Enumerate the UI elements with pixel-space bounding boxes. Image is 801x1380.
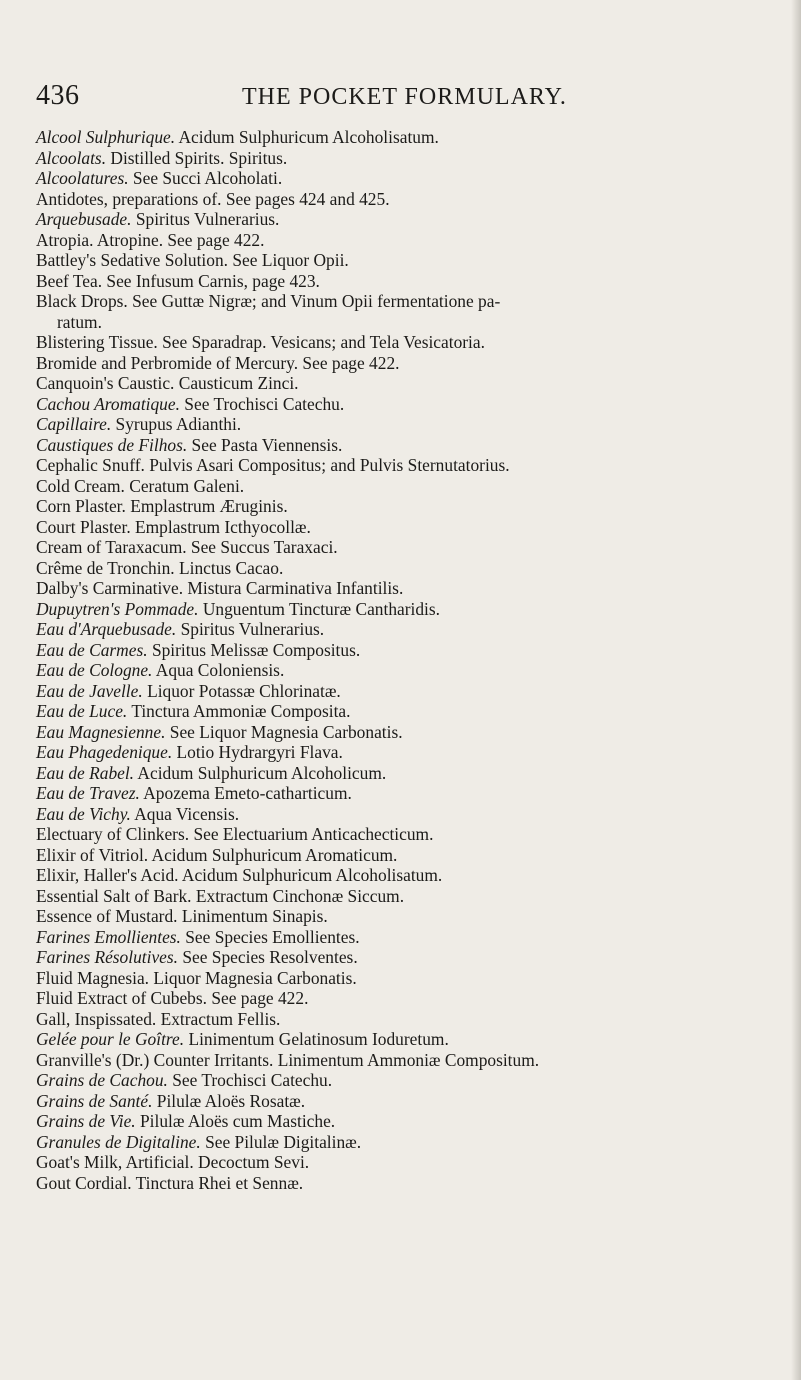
formulary-entry bbox=[36, 640, 772, 661]
page-edge-shadow bbox=[791, 0, 801, 1380]
entry-term: Alcoolats. bbox=[36, 147, 107, 168]
formulary-entry bbox=[36, 148, 772, 169]
entry-term: Eau Magnesienne. bbox=[36, 721, 166, 742]
entry-definition: Linimentum Sinapis. bbox=[177, 906, 328, 926]
entry-definition: Mistura Carminativa Infantilis. bbox=[183, 578, 404, 598]
entry-definition: Emplastrum Icthyocollæ. bbox=[130, 516, 311, 537]
entry-definition: Pilulæ Aloës cum Mastiche. bbox=[135, 1111, 336, 1131]
entry-definition: See Pasta Viennensis. bbox=[187, 434, 343, 455]
entry-term: Eau de Rabel. bbox=[36, 762, 135, 783]
formulary-entry bbox=[36, 332, 772, 353]
entry-term: Eau Phagedenique. bbox=[36, 742, 173, 762]
formulary-entry bbox=[36, 599, 772, 620]
entry-continuation-line bbox=[36, 312, 772, 333]
formulary-entry bbox=[36, 701, 772, 722]
formulary-entry bbox=[36, 906, 772, 927]
page-header bbox=[36, 78, 772, 114]
entry-definition: Acidum Sulphuricum Alcoholicum. bbox=[134, 762, 387, 783]
entry-term: Eau d'Arquebusade. bbox=[36, 619, 177, 639]
running-title: THE POCKET FORMULARY. bbox=[242, 84, 567, 110]
entry-term: Gout Cordial. bbox=[36, 1172, 132, 1193]
formulary-entry bbox=[36, 127, 772, 148]
formulary-entry bbox=[36, 189, 772, 210]
entry-definition: Syrupus Adianthi. bbox=[111, 414, 242, 434]
entry-definition: See Electuarium Anticachecticum. bbox=[189, 824, 434, 844]
formulary-entry bbox=[36, 1091, 772, 1112]
entry-definition: Extractum Fellis. bbox=[156, 1008, 281, 1029]
formulary-entry bbox=[36, 578, 772, 599]
entry-definition: Pulvis Asari Compositus; and Pulvis Sternutatorius. bbox=[144, 455, 510, 475]
entry-definition: ratum. bbox=[57, 311, 102, 332]
entry-term: Fluid Magnesia. bbox=[36, 967, 150, 988]
entry-definition: Causticum Zinci. bbox=[174, 373, 299, 393]
formulary-entry bbox=[36, 394, 772, 415]
formulary-entry bbox=[36, 886, 772, 907]
formulary-entry bbox=[36, 496, 772, 517]
entry-term: Arquebusade. bbox=[36, 209, 132, 229]
entry-definition: Pilulæ Aloës Rosatæ. bbox=[152, 1090, 306, 1111]
entry-term: Gall, Inspissated. bbox=[36, 1008, 157, 1029]
formulary-entry bbox=[36, 824, 772, 845]
formulary-entry bbox=[36, 230, 772, 251]
entry-definition: Unguentum Tincturæ Cantharidis. bbox=[198, 598, 441, 619]
formulary-entry bbox=[36, 845, 772, 866]
formulary-entry bbox=[36, 537, 772, 558]
formulary-entry bbox=[36, 783, 772, 804]
entry-term: Cephalic Snuff. bbox=[36, 455, 145, 475]
entry-definition: Linimentum Gelatinosum Ioduretum. bbox=[184, 1029, 449, 1049]
entry-definition: See Succi Alcoholati. bbox=[128, 168, 283, 188]
formulary-entry bbox=[36, 947, 772, 968]
entry-definition: Emplastrum Æruginis. bbox=[125, 496, 288, 516]
entry-term: Eau de Luce. bbox=[36, 701, 128, 721]
formulary-entry bbox=[36, 1152, 772, 1173]
entry-term: Elixir, Haller's Acid. bbox=[36, 865, 179, 885]
entry-definition: Acidum Sulphuricum Aromaticum. bbox=[148, 844, 398, 865]
entry-definition: Linctus Cacao. bbox=[174, 557, 284, 578]
entry-definition: Acidum Sulphuricum Alcoholisatum. bbox=[175, 127, 439, 147]
entry-definition: Decoctum Sevi. bbox=[193, 1152, 310, 1172]
entry-term: Black Drops. bbox=[36, 291, 128, 311]
entry-term: Elixir of Vitriol. bbox=[36, 844, 149, 865]
formulary-entry bbox=[36, 373, 772, 394]
entry-definition: See Sparadrap. Vesicans; and Tela Vesicatoria. bbox=[157, 332, 485, 352]
formulary-entry bbox=[36, 722, 772, 743]
formulary-entry bbox=[36, 250, 772, 271]
entry-definition: Lotio Hydrargyri Flava. bbox=[172, 742, 343, 762]
formulary-entry bbox=[36, 558, 772, 579]
formulary-entry bbox=[36, 476, 772, 497]
entry-term: Granville's (Dr.) Counter Irritants. bbox=[36, 1049, 274, 1070]
entry-definition: See Species Resolventes. bbox=[178, 947, 358, 967]
entry-term: Farines Emollientes. bbox=[36, 926, 181, 947]
formulary-entry bbox=[36, 1050, 772, 1071]
entry-definition: Spiritus Vulnerarius. bbox=[131, 209, 280, 229]
entry-definition: Aqua Vicensis. bbox=[130, 803, 240, 824]
entry-term: Canquoin's Caustic. bbox=[36, 373, 175, 393]
entry-term: Eau de Cologne. bbox=[36, 660, 153, 680]
entry-term: Eau de Travez. bbox=[36, 783, 140, 803]
entry-term: Eau de Vichy. bbox=[36, 803, 131, 824]
formulary-entry bbox=[36, 865, 772, 886]
entry-definition: See Trochisci Catechu. bbox=[179, 393, 345, 414]
formulary-entry bbox=[36, 1173, 772, 1194]
formulary-entry bbox=[36, 763, 772, 784]
formulary-entry bbox=[36, 517, 772, 538]
formulary-entry bbox=[36, 1132, 772, 1153]
entry-term: Alcool Sulphurique. bbox=[36, 127, 176, 147]
formulary-entry bbox=[36, 1009, 772, 1030]
entry-term: Corn Plaster. bbox=[36, 496, 126, 516]
entry-term: Fluid Extract of Cubebs. bbox=[36, 988, 207, 1008]
page-number: 436 bbox=[36, 80, 80, 111]
formulary-entry bbox=[36, 455, 772, 476]
entry-definition: Ceratum Galeni. bbox=[124, 475, 245, 496]
entry-term: Eau de Javelle. bbox=[36, 680, 143, 701]
formulary-entry bbox=[36, 414, 772, 435]
formulary-entry bbox=[36, 660, 772, 681]
entry-term: Electuary of Clinkers. bbox=[36, 824, 190, 844]
entry-definition: See Infusum Carnis, page 423. bbox=[102, 270, 320, 291]
entry-definition: Atropine. See page 422. bbox=[93, 229, 265, 250]
formulary-entry bbox=[36, 988, 772, 1009]
entry-definition: See Liquor Opii. bbox=[228, 250, 349, 270]
entry-term: Dalby's Carminative. bbox=[36, 578, 184, 598]
entry-definition: See Pilulæ Digitalinæ. bbox=[200, 1131, 362, 1152]
entry-definition: Extractum Cinchonæ Siccum. bbox=[191, 885, 405, 906]
entry-definition: See Succus Taraxaci. bbox=[186, 537, 338, 557]
entry-term: Cream of Taraxacum. bbox=[36, 537, 187, 557]
entry-term: Dupuytren's Pommade. bbox=[36, 598, 199, 619]
entry-definition: Tinctura Rhei et Sennæ. bbox=[131, 1172, 304, 1193]
formulary-entry bbox=[36, 291, 772, 312]
entry-term: Essence of Mustard. bbox=[36, 906, 178, 926]
entry-term: Goat's Milk, Artificial. bbox=[36, 1152, 194, 1172]
entry-definition: Acidum Sulphuricum Alcoholisatum. bbox=[178, 865, 443, 885]
formulary-entry bbox=[36, 681, 772, 702]
entry-term: Atropia. bbox=[36, 229, 94, 250]
entry-definition: Spiritus Melissæ Compositus. bbox=[147, 639, 361, 660]
entry-term: Caustiques de Filhos. bbox=[36, 434, 188, 455]
entry-term: Beef Tea. bbox=[36, 270, 103, 291]
entry-term: Alcoolatures. bbox=[36, 168, 129, 188]
entry-term: Court Plaster. bbox=[36, 516, 131, 537]
entry-definition: Distilled Spirits. Spiritus. bbox=[106, 147, 288, 168]
entry-term: Bromide and Perbromide of Mercury. bbox=[36, 352, 299, 373]
entry-term: Farines Résolutives. bbox=[36, 947, 178, 967]
formulary-entry bbox=[36, 209, 772, 230]
formulary-entry bbox=[36, 271, 772, 292]
formulary-entry bbox=[36, 1029, 772, 1050]
formulary-entry bbox=[36, 968, 772, 989]
formulary-entry bbox=[36, 619, 772, 640]
entry-term: Gelée pour le Goître. bbox=[36, 1029, 185, 1049]
entry-term: Blistering Tissue. bbox=[36, 332, 158, 352]
entry-definition: See page 422. bbox=[207, 988, 309, 1008]
entry-term: Granules de Digitaline. bbox=[36, 1131, 201, 1152]
formulary-entry bbox=[36, 1111, 772, 1132]
entry-definition: See Species Emollientes. bbox=[180, 926, 360, 947]
formulary-entry bbox=[36, 804, 772, 825]
formulary-entry bbox=[36, 742, 772, 763]
entry-term: Antidotes, preparations of. bbox=[36, 188, 222, 209]
entry-definition: Linimentum Ammoniæ Compositum. bbox=[273, 1049, 540, 1070]
entry-definition: See page 422. bbox=[298, 352, 400, 373]
formulary-entry bbox=[36, 927, 772, 948]
entry-term: Battley's Sedative Solution. bbox=[36, 250, 229, 270]
entry-term: Grains de Vie. bbox=[36, 1111, 136, 1131]
entry-term: Essential Salt of Bark. bbox=[36, 885, 192, 906]
entry-definition: Apozema Emeto-catharticum. bbox=[139, 783, 352, 803]
entry-term: Cold Cream. bbox=[36, 475, 125, 496]
entry-definition: Spiritus Vulnerarius. bbox=[176, 619, 325, 639]
formulary-entry bbox=[36, 168, 772, 189]
formulary-entry-list bbox=[36, 127, 772, 1193]
entry-definition: See Liquor Magnesia Carbonatis. bbox=[165, 721, 403, 742]
entry-definition: See pages 424 and 425. bbox=[221, 188, 390, 209]
entry-term: Eau de Carmes. bbox=[36, 639, 148, 660]
entry-definition: Tinctura Ammoniæ Composita. bbox=[127, 701, 351, 721]
formulary-entry bbox=[36, 1070, 772, 1091]
entry-term: Capillaire. bbox=[36, 414, 112, 434]
entry-definition: See Guttæ Nigræ; and Vinum Opii fermentatione pa- bbox=[127, 291, 501, 311]
entry-definition: Aqua Coloniensis. bbox=[152, 660, 285, 680]
entry-definition: Liquor Potassæ Chlorinatæ. bbox=[142, 680, 341, 701]
entry-term: Grains de Cachou. bbox=[36, 1070, 168, 1090]
entry-definition: See Trochisci Catechu. bbox=[167, 1070, 333, 1090]
entry-term: Crême de Tronchin. bbox=[36, 557, 175, 578]
entry-term: Grains de Santé. bbox=[36, 1090, 153, 1111]
entry-term: Cachou Aromatique. bbox=[36, 393, 180, 414]
entry-definition: Liquor Magnesia Carbonatis. bbox=[149, 967, 357, 988]
formulary-entry bbox=[36, 435, 772, 456]
formulary-entry bbox=[36, 353, 772, 374]
